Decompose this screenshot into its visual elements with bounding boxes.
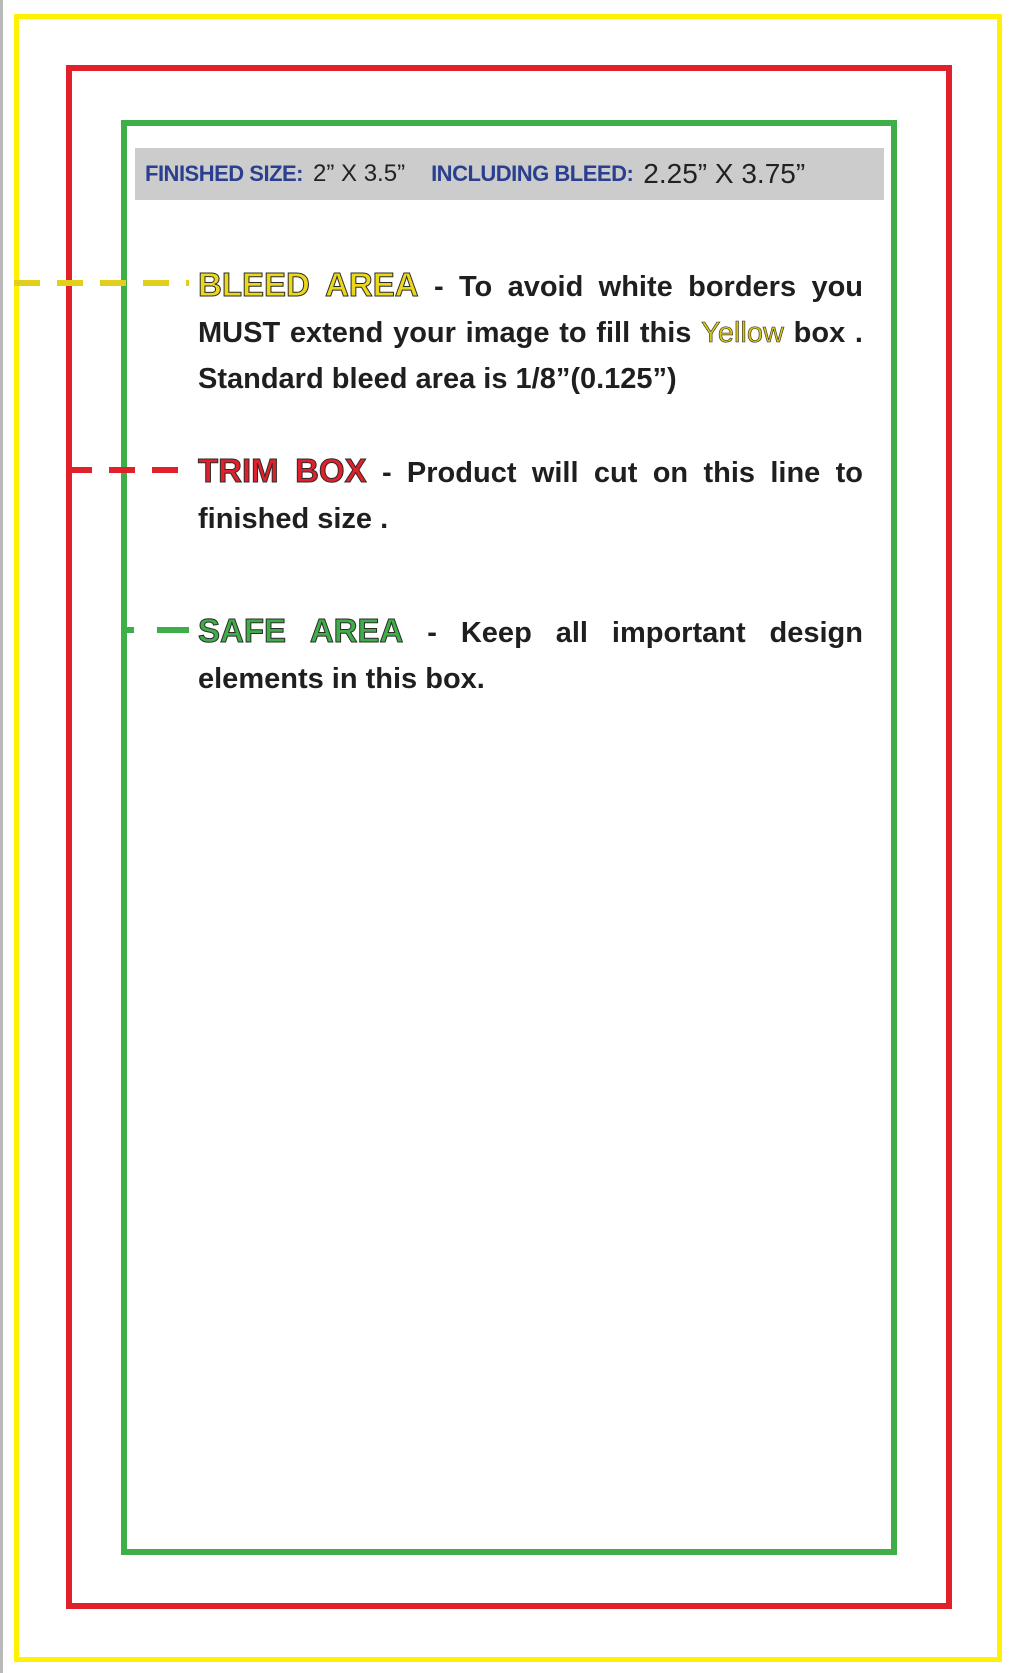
bleed-area-keyword: BLEED AREA [198, 266, 419, 303]
safe-leader-line [126, 627, 189, 633]
bleed-note-text-before: - To avoid white borders you MUST extend your image to fill this [198, 271, 863, 349]
finished-size-label: FINISHED SIZE: [145, 161, 304, 186]
trim-box-keyword: TRIM BOX [198, 452, 367, 489]
safe-note-text: - Keep all important design elements in this box. [198, 617, 863, 695]
size-info-bar [135, 148, 884, 200]
including-bleed-value: 2.25” X 3.75” [643, 158, 806, 189]
including-bleed-label: INCLUDING BLEED: [431, 161, 634, 186]
bleed-leader-line [14, 280, 189, 286]
bleed-area-note [198, 262, 863, 402]
safe-area-keyword: SAFE AREA [198, 612, 404, 649]
trim-note-text: - Product will cut on this line to finished size . [198, 457, 864, 535]
yellow-highlight-word: Yellow [701, 317, 784, 349]
bleed-note-text-after: box . Standard bleed area is 1/8”(0.125”) [198, 317, 863, 395]
finished-size-value: 2” X 3.5” [313, 160, 406, 187]
trim-leader-line [66, 467, 189, 473]
trim-box-note [198, 448, 863, 542]
page-edge-line [0, 0, 3, 1673]
safe-area-note [198, 608, 863, 702]
